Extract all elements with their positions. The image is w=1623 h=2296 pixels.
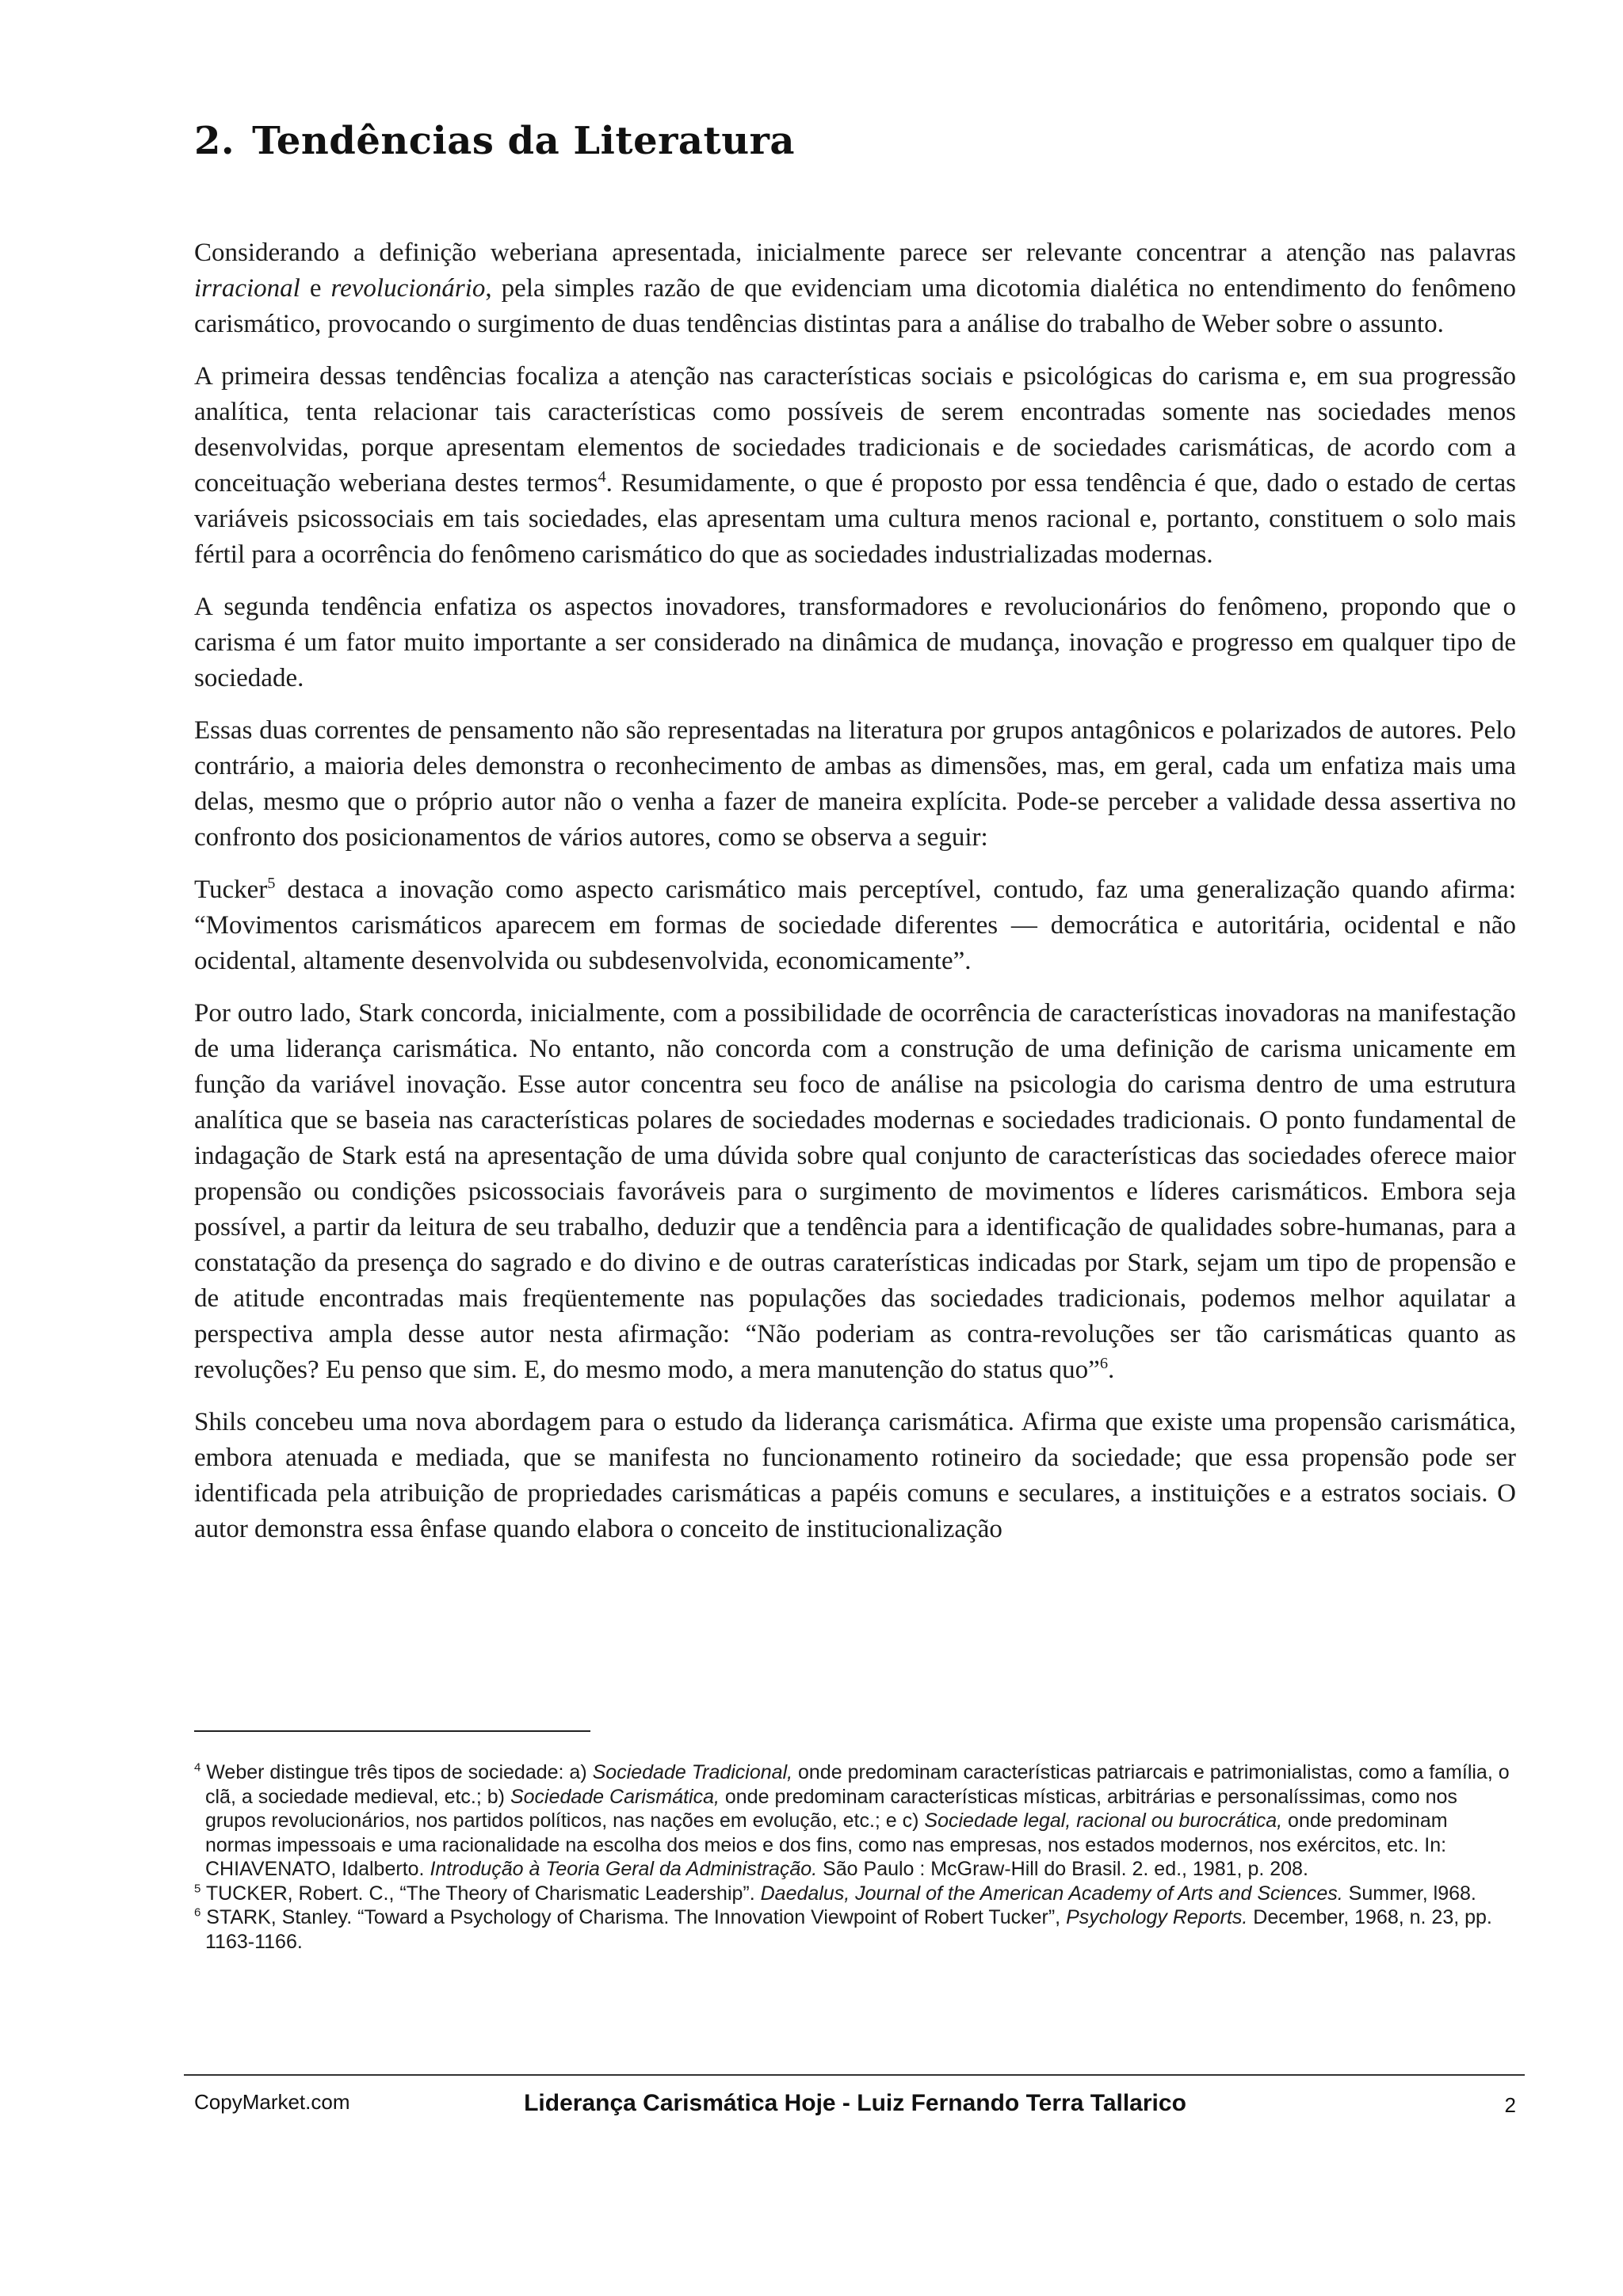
body-text: [194, 235, 1516, 1564]
paragraph-4: Essas duas correntes de pensamento não são representadas na literatura por grupos antagônicos e polarizados de autores. Pelo contrário, a maioria deles demonstra o reconhecimento de ambas as dimensões, mas, em geral, cada um enfatiza mais uma delas, mesmo que o próprio autor não o venha a fazer de maneira explícita. Pode-se perceber a validade dessa assertiva no confronto dos posicionamentos de vários autores, como se observa a seguir:: [194, 716, 1516, 852]
footnote-separator: [194, 1730, 590, 1732]
paragraph-5: Tucker$^5$ destaca a inovação como aspecto carismático mais perceptível, contudo, faz uma generalização quando afirma: “Movimentos carismáticos aparecem em formas de sociedade diferentes — democrática e autoritária, ocidental e não ocidental, altamente desenvolvida ou subdesenvolvida, economicamente”.: [194, 875, 1516, 975]
section-heading: [194, 117, 795, 165]
footnotes: [194, 1760, 1516, 1954]
paragraph-2: A primeira dessas tendências focaliza a atenção nas características sociais e psicológicas do carisma e, em sua progressão analítica, tenta relacionar tais características como possíveis de serem encontradas somente nas sociedades menos desenvolvidas, porque apresentam elementos de sociedades tradicionais e de sociedades carismáticas, de acordo com a conceituação weberiana destes termos$^4$. Resumidamente, o que é proposto por essa tendência é que, dado o estado de certas variáveis psicossociais em tais sociedades, elas apresentam uma cultura menos racional e, portanto, constituem o solo mais fértil para a ocorrência do fenômeno carismático do que as sociedades industrializadas modernas.: [194, 362, 1516, 569]
footnote-number: 4: [194, 1760, 201, 1775]
paragraph-3: A segunda tendência enfatiza os aspectos inovadores, transformadores e revolucionários do fenômeno, propondo que o carisma é um fator muito importante a ser considerado na dinâmica de mudança, inovação e progresso em qualquer tipo de sociedade.: [194, 593, 1516, 692]
emphasis-revolucionario: revolucionário: [330, 274, 486, 303]
section-title: Tendências da Literatura: [252, 119, 795, 163]
footnote-ref-4[interactable]: 4: [598, 468, 606, 486]
paragraph-6: Por outro lado, Stark concorda, inicialmente, com a possibilidade de ocorrência de características inovadoras na manifestação de uma liderança carismática. No entanto, não concorda com a construção de uma definição de carisma unicamente em função da variável inovação. Esse autor concentra seu foco de análise na psicologia do carisma dentro de uma estrutura analítica que se baseia nas características polares de sociedades modernas e sociedades tradicionais. O ponto fundamental de indagação de Stark está na apresentação de uma dúvida sobre qual conjunto de características das sociedades oferece maior propensão ou condições psicossociais favoráveis para o surgimento de movimentos e líderes carismáticos. Embora seja possível, a partir da leitura de seu trabalho, deduzir que a tendência para a identificação de qualidades sobre-humanas, para a constatação da presença do sagrado e do divino e de outras caraterísticas indicadas por Stark, sejam um tipo de propensão e de atitude encontradas mais freqüentemente nas populações das sociedades tradicionais, podemos melhor aquilatar a perspectiva ampla desse autor nesta afirmação: “Não poderiam as contra-revoluções ser tão carismáticas quanto as revoluções? Eu penso que sim. E, do mesmo modo, a mera manutenção do status quo”$^6$.: [194, 999, 1516, 1384]
footer-site-name: CopyMarket.com: [194, 2090, 350, 2114]
footnote-4: $^4$ Weber distingue três tipos de sociedade: a) Sociedade Tradicional, onde predominam características patriarcais e patrimonialistas, como a família, o clã, a sociedade medieval, etc.; b) Sociedade Carismática, onde predominam características místicas, arbitrárias e personalíssimas, como nos grupos revolucionários, nos partidos políticos, nas nações em evolução, etc.; e c) Sociedade legal, racional ou burocrática, onde predominam normas impessoais e uma racionalidade na escolha dos meios e dos fins, como nas empresas, nos estados modernos, nos exércitos, etc. In: CHIAVENATO, Idalberto. Introdução à Teoria Geral da Administração. São Paulo : McGraw-Hill do Brasil. 2. ed., 1981, p. 208.: [194, 1760, 1510, 1880]
paragraph-7: Shils concebeu uma nova abordagem para o estudo da liderança carismática. Afirma que existe uma propensão carismática, embora atenuada e mediada, que se manifesta no funcionamento rotineiro da sociedade; que essa propensão pode ser identificada pela atribuição de propriedades carismáticas a papéis comuns e seculares, a instituições e a estratos sociais. O autor demonstra essa ênfase quando elabora o conceito de institucionalização: [194, 1408, 1516, 1543]
section-number: 2.: [194, 119, 235, 163]
footnote-number: 6: [194, 1905, 201, 1920]
emphasis-irracional: irracional: [194, 274, 300, 303]
paragraph-1: Considerando a definição weberiana apresentada, inicialmente parece ser relevante concentrar a atenção nas palavras irracional e revolucionário, pela simples razão de que evidenciam uma dicotomia dialética no entendimento do fenômeno carismático, provocando o surgimento de duas tendências distintas para a análise do trabalho de Weber sobre o assunto.: [194, 238, 1516, 338]
footnote-ref-6[interactable]: 6: [1099, 1355, 1109, 1372]
footnote-ref-5[interactable]: 5: [267, 875, 276, 892]
footnote-number: 5: [194, 1882, 201, 1896]
footer-document-title: Liderança Carismática Hoje - Luiz Fernando Terra Tallarico: [524, 2090, 1186, 2116]
footnote-6: $^6$ STARK, Stanley. “Toward a Psychology of Charisma. The Innovation Viewpoint of Robert Tucker”, Psychology Reports. December, 1968, n. 23, pp. 1163-1166.: [194, 1905, 1492, 1953]
footnote-5: $^5$ TUCKER, Robert. C., “The Theory of Charismatic Leadership”. Daedalus, Journal of the American Academy of Arts and Sciences. Summer, l968.: [194, 1882, 1476, 1905]
footer-separator: [184, 2074, 1525, 2076]
page-footer: [194, 2090, 1516, 2122]
page-number: 2: [1504, 2093, 1516, 2117]
